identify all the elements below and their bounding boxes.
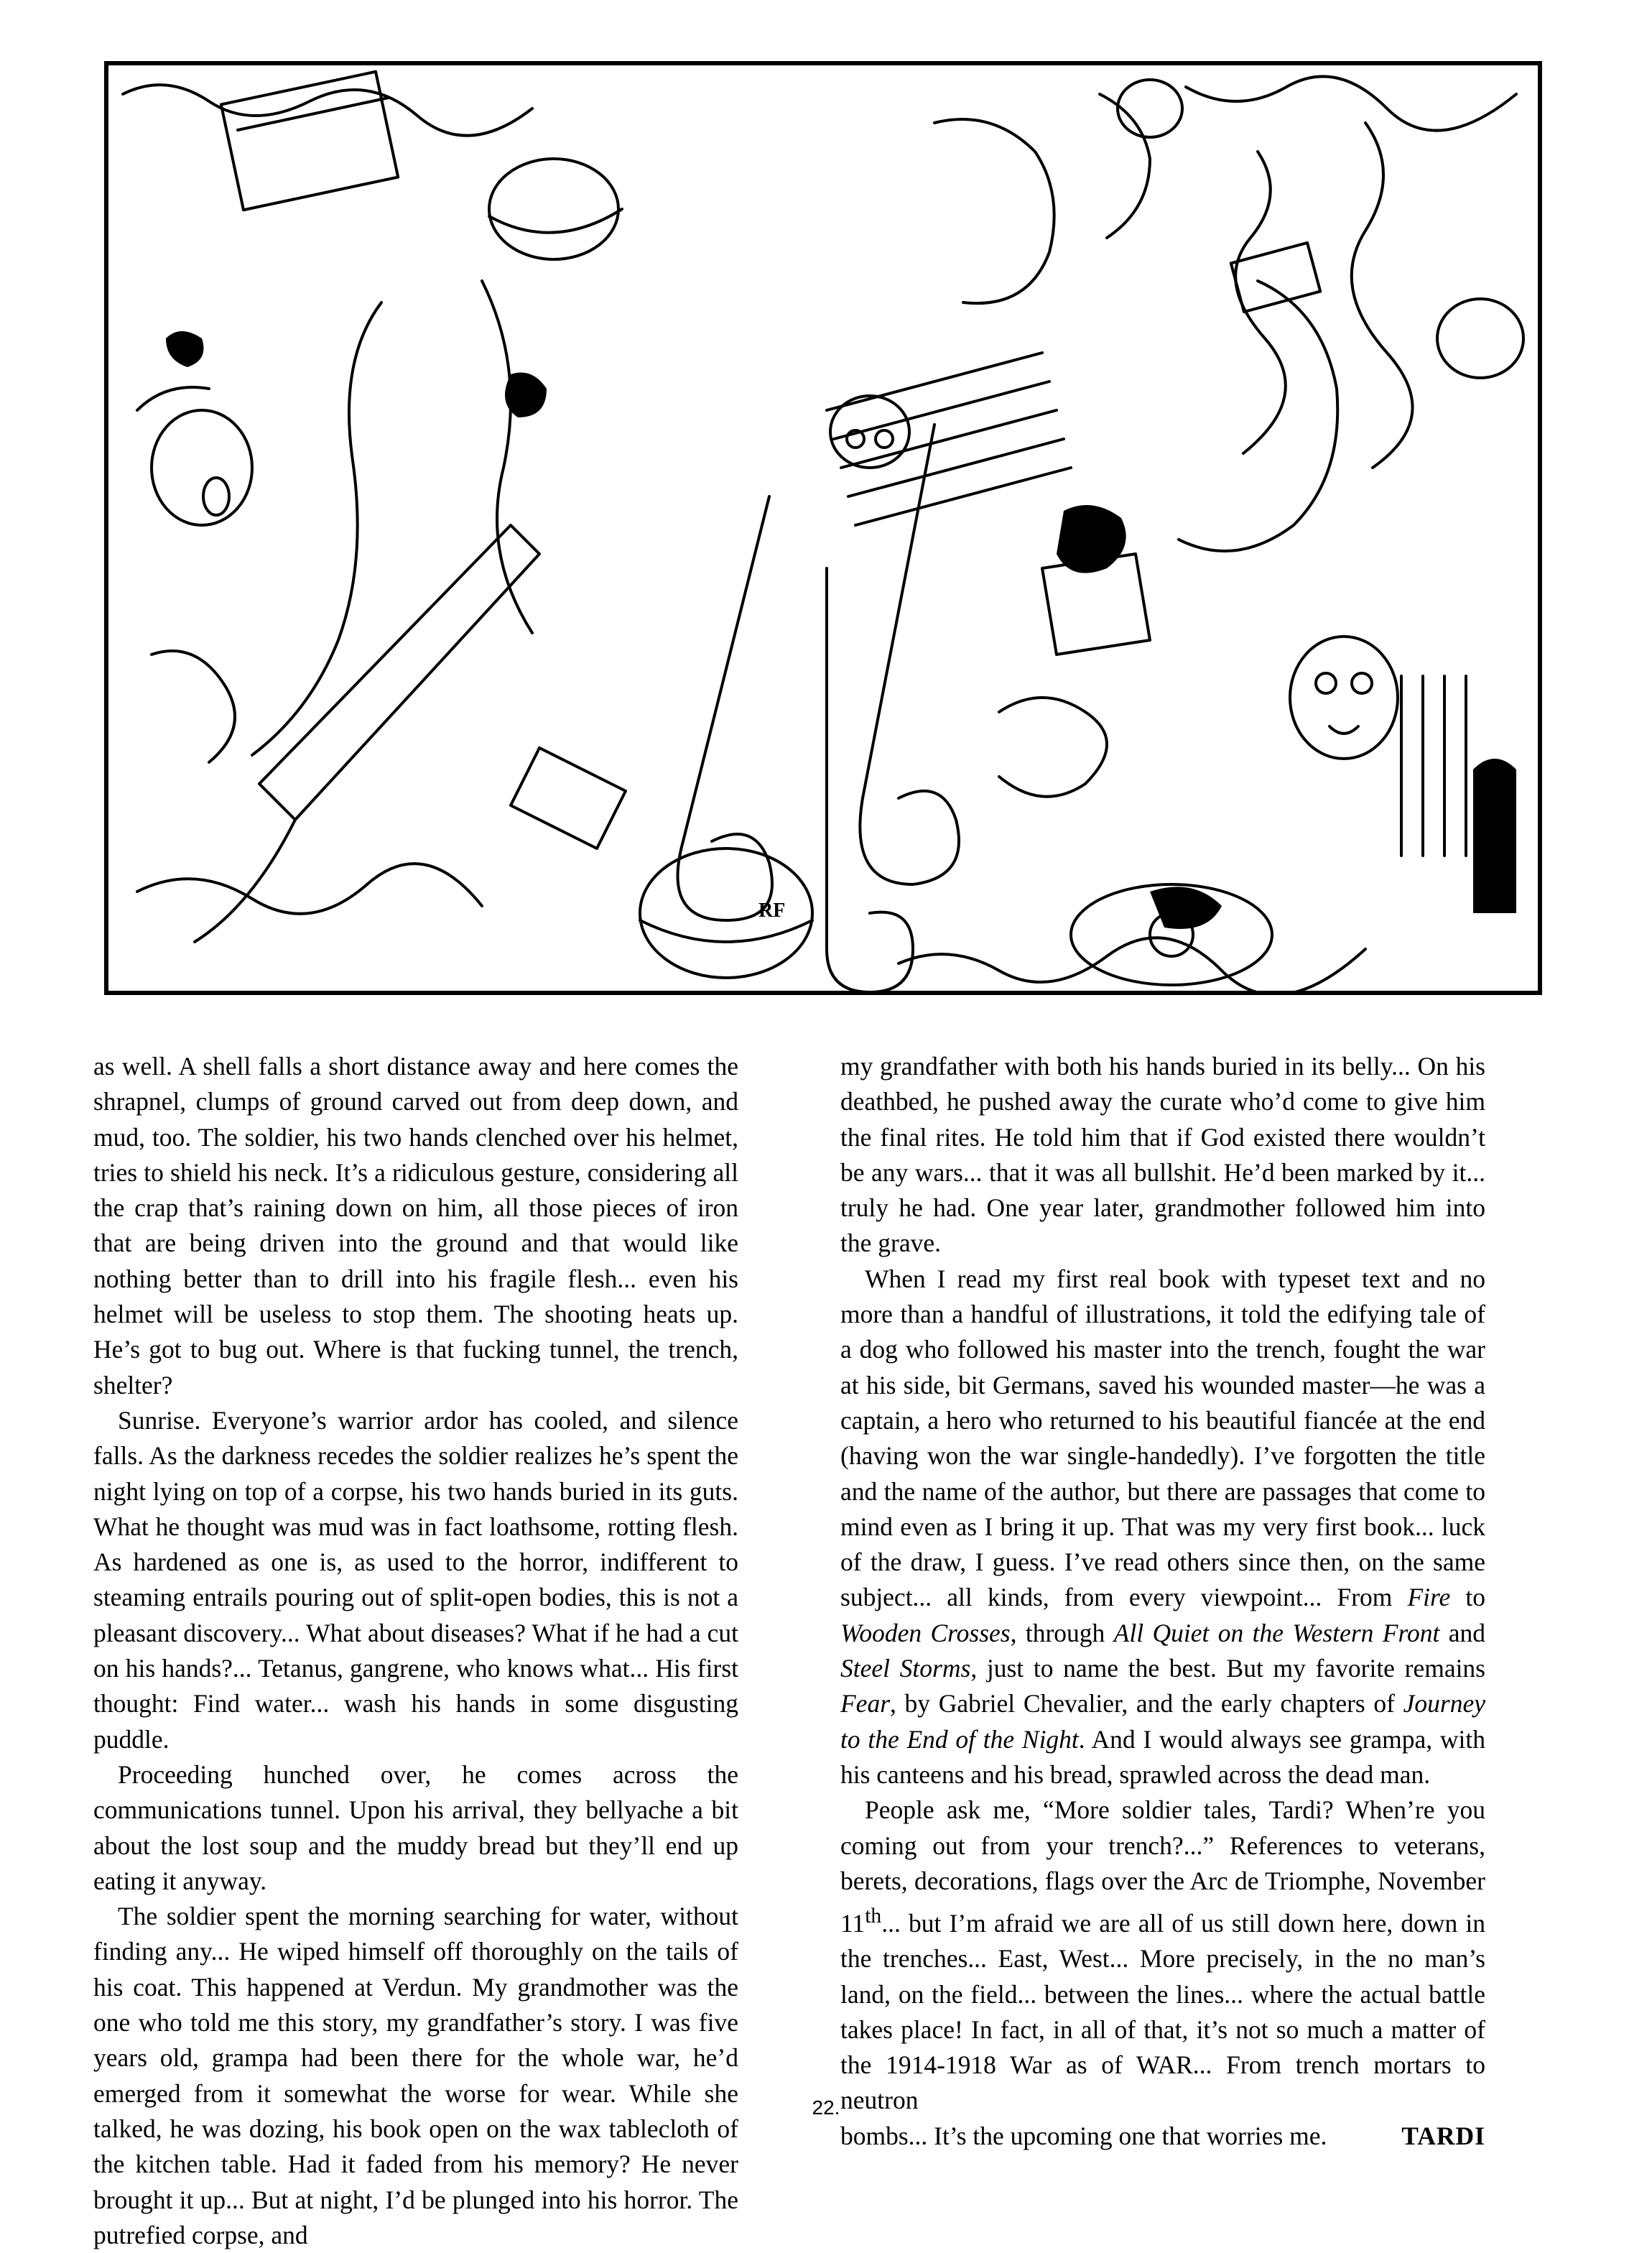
helmet-stamp: RF (758, 899, 786, 922)
rifle (259, 525, 539, 820)
page-number: 22. (812, 2096, 840, 2119)
ink-shadow (505, 373, 547, 418)
book-title: All Quiet on the Western Front (1113, 1618, 1440, 1647)
trench-battle-illustration (104, 61, 1542, 995)
paragraph: When I read my first real book with typeset text and no more than a handful of illustrations, it told the edifying tale of a dog who followed his master into the trench, fought the war at his side, bit Germans, saved his wounded master—he was a captain, a hero who returned to his beautiful fiancée at the end (having won the war single-handedly). I’ve forgotten the title and the name of the author, but there are passages that come to mind even as I bring it up. That was my very first book... luck of the draw, I guess. I’ve read others since then, on the same subject... all kinds, from every viewpoint... From Fire to Wooden Crosses, through All Quiet on the Western Front and Steel Storms, just to name the best. But my favorite remains Fear, by Gabriel Chevalier, and the early chapters of Journey to the End of the Night. And I would always see grampa, with his canteens and his bread, sprawled across the dead man. (840, 1264, 1485, 1789)
paragraph: as well. A shell falls a short distance away and here comes the shrapnel, clumps of ground carved out from deep down, and mud, too. The soldier, his two hands clenched over his helmet, tries to shield his neck. It’s a ridiculous gesture, considering all the crap that’s raining down on him, all those pieces of iron that are being driven into the ground and that would like nothing better than to drill into his fragile flesh... even his helmet will be useless to stop them. The shooting heats up. He’s got to bug out. Where is that fucking tunnel, the trench, shelter? (93, 1052, 738, 1400)
closing-sentence: bombs... It’s the upcoming one that worries me. (840, 2121, 1327, 2150)
ink-shadow (1150, 887, 1222, 929)
debris-line (137, 864, 482, 914)
smoke-line (1186, 76, 1516, 130)
climbing-soldier (1100, 94, 1150, 238)
paragraph: Sunrise. Everyone’s warrior ardor has cooled, and silence falls. As the darkness recedes the soldier realizes he’s spent the night lying on top of a corpse, his two hands buried in its guts. What he thought was mud was in fact loathsome, rotting flesh. As hardened as one is, as used to the horror, indifferent to steaming entrails pouring out of split-open bodies, this is not a pleasant discovery... What about diseases? What if he had a cut on his hands?... Tetanus, gangrene, who knows what... His first thought: Find water... wash his hands in some disgusting puddle. (93, 1405, 738, 1754)
skull (1290, 637, 1398, 759)
screaming-soldier-head (152, 410, 252, 525)
ink-shadow (1057, 505, 1126, 573)
book-title: Journey to the End of the Night (840, 1689, 1485, 1754)
fallen-helmet (640, 848, 812, 978)
steel-helmet (489, 159, 618, 259)
paragraph: People ask me, “More soldier tales, Tardi? When’re you coming out from your trench?...” References to veterans, berets, decorations, flags over the Arc de Triomphe, November 11th... but I’m afraid we are all of us still down here, down in the trenches... East, West... More precisely, in the no man’s land, on the field... between the lines... where the actual battle takes place! In fact, in all of that, it’s not so much a matter of the 1914-1918 War as of WAR... From trench mortars to neutron (840, 1795, 1485, 2115)
paragraph: my grandfather with both his hands buried in its belly... On his deathbed, he pushed away the curate who’d come to give him the final rites. He told him that if God existed there wouldn’t be any wars... that it was all bullshit. He’d been marked by it... truly he had. One year later, grandmother followed him into the grave. (840, 1052, 1485, 1258)
soldier-body (252, 302, 381, 755)
climbing-soldier (934, 119, 1054, 303)
barbed-wire-stake (860, 425, 959, 884)
soldier-with-backpack (1179, 281, 1337, 551)
debris-line (899, 938, 1365, 991)
signoff-line (840, 2119, 1485, 2154)
smoke-line (1352, 123, 1413, 468)
paragraph: Proceeding hunched over, he comes across the communications tunnel. Upon his arrival, they bellyache a bit about the lost soup and the muddy bread but they’ll end up eating it anyway. (93, 1759, 738, 1895)
sandbag-stack (1401, 676, 1466, 856)
right-text-column (840, 1049, 1485, 2154)
barbed-wire-stake (827, 568, 913, 991)
paragraph: The soldier spent the morning searching for water, without finding any... He wiped himself off thoroughly on the tails of his coat. This happened at Verdun. My grandmother was the one who told me this story, my grandfather’s story. I was five years old, grampa had been there for the whole war, he’d emerged from it somewhat the worse for wear. While she talked, he was dozing, his book open on the wax tablecloth of the kitchen table. Had it faded from his memory? He never brought it up... But at night, I’d be plunged into his horror. The putrefied corpse, and (93, 1902, 738, 2249)
author-signature: TARDI (1401, 2121, 1485, 2150)
debris-line (152, 651, 235, 762)
left-text-column (93, 1049, 738, 2253)
ink-shadow (166, 331, 204, 367)
debris-box (511, 748, 626, 848)
book-title: Fear (840, 1689, 891, 1718)
barbed-wire-stake (678, 496, 773, 920)
ink-shadow (1473, 759, 1516, 913)
distant-soldier-helmet (1437, 299, 1523, 378)
debris-line (999, 698, 1107, 797)
book-title: Fire (1407, 1583, 1451, 1612)
backpack (1231, 243, 1320, 312)
soldier-body (482, 281, 532, 633)
illustration-drawing (108, 65, 1538, 991)
book-title: Steel Storms (840, 1654, 971, 1683)
book-title: Wooden Crosses (840, 1618, 1011, 1647)
gas-mask-soldier-head (830, 396, 909, 468)
superscript: th (865, 1905, 882, 1928)
